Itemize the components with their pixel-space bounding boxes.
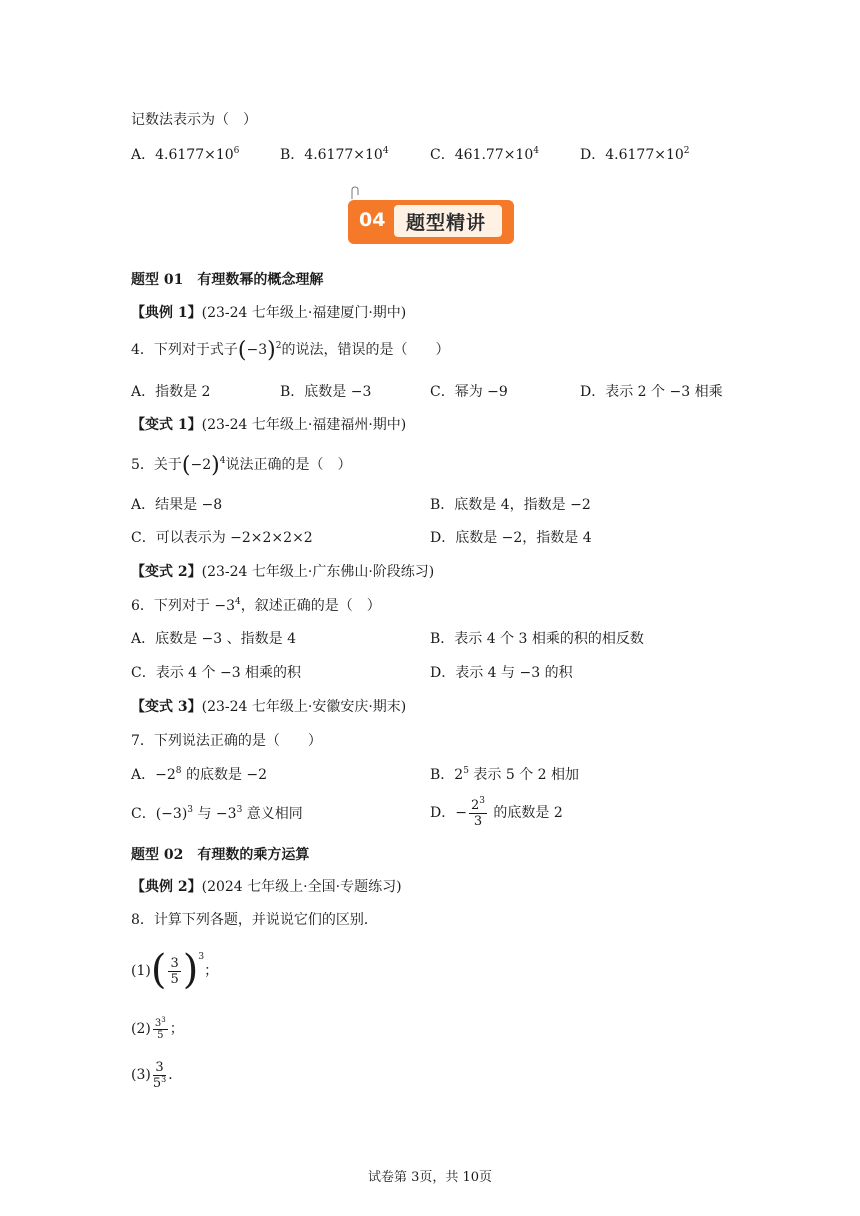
question-7: 7．下列说法正确的是（ ） (131, 733, 322, 749)
q4-option-c: C．幂为 −9 (430, 384, 508, 400)
fraction: $\frac{3^3}{5}$ (154, 1015, 166, 1041)
variant-2-header: 【变式 2】(23-24 七年级上·广东佛山·阶段练习) (131, 564, 435, 580)
q7-option-b: B．$2^5$ 表示 5 个 2 相加 (430, 766, 580, 783)
q8-part-2: (2) $\frac{3^3}{5}$ ； (131, 1015, 184, 1041)
option-a: A．$4.6177\times 10^6$ (131, 146, 240, 163)
q6-option-b: B．表示 4 个 3 相乘的积的相反数 (430, 631, 644, 647)
q4-option-d: D．表示 2 个 −3 相乘 (580, 384, 723, 400)
q5-option-b: B．底数是 4，指数是 −2 (430, 497, 591, 513)
banner-number: 04 (359, 209, 386, 231)
q5-option-d: D．底数是 −2，指数是 4 (430, 530, 592, 546)
q5-option-a: A．结果是 −8 (131, 497, 223, 513)
question-6: 6．下列对于 $-3^4$，叙述正确的是（ ） (131, 597, 381, 614)
q7-option-d: D．− $\frac{2^3}{3}$ 的底数是 2 (430, 795, 563, 829)
q6-option-a: A．底数是 −3 、指数是 4 (131, 631, 297, 647)
q7-option-c: C．$(-3)^3$ 与 $-3^3$ 意义相同 (131, 805, 303, 822)
variant-3-header: 【变式 3】(23-24 七年级上·安徽安庆·期末) (131, 699, 407, 715)
question-8: 8．计算下列各题，并说说它们的区别． (131, 912, 378, 928)
variant-1-header: 【变式 1】(23-24 七年级上·福建福州·期中) (131, 417, 407, 433)
fraction: $\frac{3}{5}$ (170, 955, 179, 987)
q4-option-a: A．指数是 2 (131, 384, 211, 400)
example-1-header: 【典例 1】(23-24 七年级上·福建厦门·期中) (131, 305, 407, 321)
q6-option-d: D．表示 4 与 −3 的积 (430, 665, 573, 681)
q7-option-a: A．$-2^8$ 的底数是 −2 (131, 766, 268, 783)
page-footer: 试卷第 3页，共 10页 (367, 1170, 493, 1185)
q8-part-1: (1)( $\frac{3}{5}$ )$^3$； (131, 947, 219, 993)
section-heading-type2: 题型 02 有理数的乘方运算 (131, 847, 310, 863)
option-b: B．$4.6177\times 10^4$ (280, 146, 389, 163)
example-2-header: 【典例 2】(2024 七年级上·全国·专题练习) (131, 879, 402, 895)
q4-option-b: B．底数是 −3 (280, 384, 372, 400)
fraction: $\frac{3}{5^3}$ (152, 1059, 167, 1091)
question-4: 4．下列对于式子$(-3)^2$的说法，错误的是（ ） (131, 338, 450, 363)
fraction: $\frac{2^3}{3}$ (470, 795, 485, 829)
q8-part-3: (3) $\frac{3}{5^3}$ ． (131, 1059, 183, 1091)
banner-title: 题型精讲 (406, 212, 487, 234)
q5-option-c: C．可以表示为 −2×2×2×2 (131, 530, 313, 546)
section-banner (348, 200, 514, 244)
question-5: 5．关于$(-2)^4$说法正确的是（ ） (131, 453, 352, 478)
option-d: D．$4.6177\times 10^2$ (580, 146, 690, 163)
option-c: C．$461.77\times 10^4$ (430, 146, 539, 163)
question-stem-prev: 记数法表示为（ ） (131, 112, 257, 128)
q6-option-c: C．表示 4 个 −3 相乘的积 (131, 665, 302, 681)
section-heading-type1: 题型 01 有理数幂的概念理解 (131, 272, 324, 288)
paperclip-icon (348, 186, 362, 200)
